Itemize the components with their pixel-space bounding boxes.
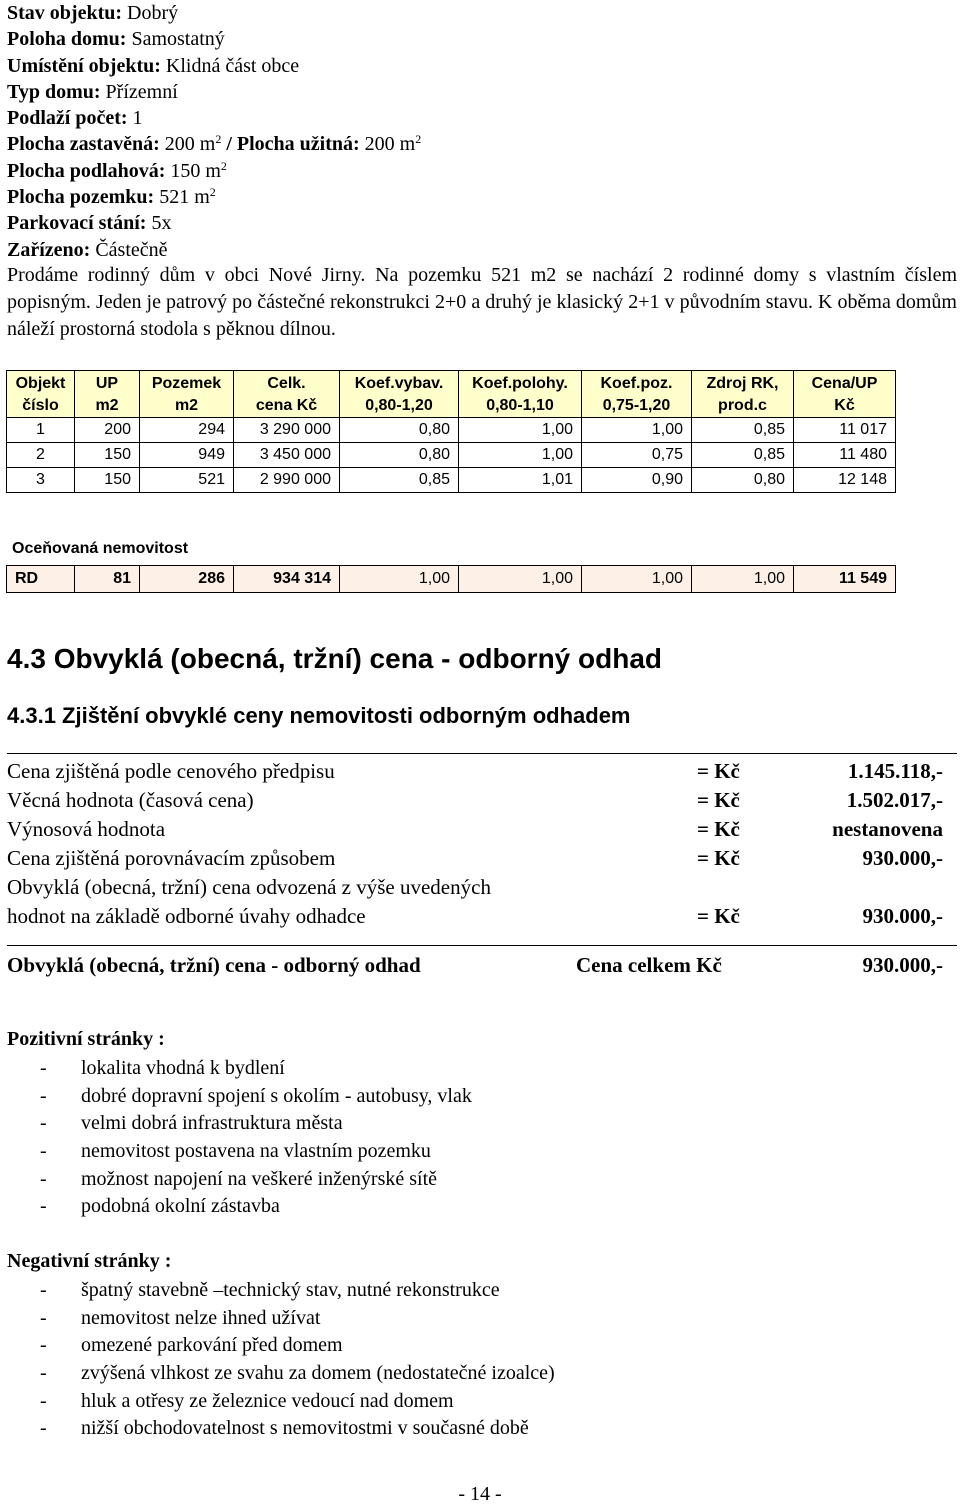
- list-item: [40, 1083, 472, 1111]
- table-cell: 286: [140, 566, 234, 593]
- list-bullet: -: [40, 1140, 47, 1163]
- list-bullet: -: [40, 1334, 47, 1357]
- table-cell: 0,85: [692, 443, 794, 468]
- table-cell: 2 990 000: [234, 468, 340, 493]
- list-bullet: -: [40, 1084, 47, 1107]
- list-item: [40, 1193, 472, 1221]
- list-item: [40, 1166, 472, 1194]
- table-cell: 1: [7, 418, 75, 443]
- list-item: [40, 1055, 472, 1083]
- valuation-currency: = Kč: [697, 817, 740, 841]
- list-bullet: -: [40, 1389, 47, 1412]
- positives-list: [40, 1055, 472, 1221]
- column-header-sub: m2: [75, 396, 140, 418]
- list-item-text: hluk a otřesy ze železnice vedoucí nad domem: [81, 1389, 454, 1412]
- column-header: Koef.vybav.: [340, 371, 459, 397]
- list-item-text: zvýšená vlhkost ze svahu za domem (nedostatečné izoalce): [81, 1362, 555, 1385]
- table-cell: 521: [140, 468, 234, 493]
- table-cell: 0,85: [692, 418, 794, 443]
- valuation-row: [7, 786, 957, 815]
- property-description: Prodáme rodinný dům v obci Nové Jirny. Na pozemku 521 m2 se nachází 2 rodinné domy s vlastním číslem popisným. Jeden je patrový po částečné rekonstrukci 2+0 a druhý je klasický 2+1 v původním stavu. K oběma domům náleží prostorná stodola s pěknou dílnou.: [7, 264, 957, 340]
- list-item-text: špatný stavebně –technický stav, nutné rekonstrukce: [81, 1279, 500, 1301]
- fact-label: Typ domu:: [7, 80, 101, 103]
- table-cell: 294: [140, 418, 234, 443]
- built-area-value: 200 m: [164, 133, 216, 156]
- column-header: Celk.: [234, 371, 340, 397]
- page-number: - 14 -: [458, 1483, 502, 1505]
- positives-heading: Pozitivní stránky :: [7, 1028, 165, 1050]
- plot-area-value: 521 m: [159, 186, 210, 209]
- table-cell: 1,01: [459, 468, 582, 493]
- column-header-sub: m2: [140, 396, 234, 418]
- table-cell: 0,75: [582, 443, 692, 468]
- negatives-heading: Negativní stránky :: [7, 1250, 172, 1272]
- list-bullet: -: [40, 1112, 47, 1135]
- table-cell: 150: [75, 468, 140, 493]
- valuation-row: [7, 873, 957, 902]
- list-bullet: -: [40, 1057, 47, 1079]
- valuation-row: [7, 902, 957, 931]
- final-price-row: [7, 950, 957, 980]
- fact-value: Samostatný: [131, 28, 225, 51]
- list-bullet: -: [40, 1279, 47, 1301]
- final-price-value: 930.000,-: [862, 953, 943, 977]
- fact-value: Částečně: [95, 238, 168, 261]
- table-cell: 934 314: [234, 566, 340, 593]
- valuation-currency: = Kč: [697, 788, 740, 812]
- built-area-label: Plocha zastavěná:: [7, 133, 160, 156]
- list-item: [40, 1388, 555, 1416]
- area-row: [7, 158, 421, 184]
- table-cell: 1,00: [582, 418, 692, 443]
- fact-label: Zařízeno:: [7, 238, 91, 261]
- valuation-row: [7, 844, 957, 873]
- table-cell: 3 290 000: [234, 418, 340, 443]
- area-row: [7, 184, 421, 210]
- plot-area-label: Plocha pozemku:: [7, 186, 155, 209]
- valuation-value: nestanovena: [832, 817, 943, 841]
- column-header: Koef.poz.: [582, 371, 692, 397]
- valuation-value: 930.000,-: [862, 904, 943, 928]
- table-cell: 1,00: [340, 566, 459, 593]
- table-cell: 1,00: [459, 566, 582, 593]
- table-cell: 1,00: [692, 566, 794, 593]
- list-item: [40, 1360, 555, 1388]
- fact-value: Přízemní: [105, 80, 178, 103]
- list-item: [40, 1110, 472, 1138]
- table-row: [7, 443, 896, 468]
- column-header: Cena/UP: [794, 371, 896, 397]
- list-item-text: dobré dopravní spojení s okolím - autobusy, vlak: [81, 1084, 472, 1107]
- floor-area-value: 150 m: [170, 159, 221, 182]
- list-item-text: nemovitost nelze ihned užívat: [81, 1306, 321, 1329]
- list-item-text: nižší obchodovatelnost s nemovitostmi v současné době: [81, 1417, 529, 1440]
- fact-label: Parkovací stání:: [7, 212, 147, 235]
- area-separator: /: [221, 133, 237, 156]
- table-cell: 12 148: [794, 468, 896, 493]
- table-cell: 11 480: [794, 443, 896, 468]
- final-price-caption: Cena celkem Kč: [576, 953, 722, 977]
- list-item: [40, 1332, 555, 1360]
- list-bullet: -: [40, 1417, 47, 1440]
- table-cell: 81: [75, 566, 140, 593]
- built-area-unit-sup: 2: [215, 132, 222, 147]
- table-cell: 1,00: [582, 566, 692, 593]
- column-header-sub: 0,80-1,10: [459, 396, 582, 418]
- fact-label: Podlaží počet:: [7, 107, 128, 130]
- usable-area-value: 200 m: [364, 133, 416, 156]
- fact-row: [7, 105, 421, 131]
- valuation-currency: = Kč: [697, 759, 740, 783]
- valuation-row: [7, 757, 957, 786]
- table-cell: 0,80: [340, 418, 459, 443]
- fact-label: Umístění objektu:: [7, 54, 161, 77]
- fact-row: [7, 53, 421, 79]
- valuation-value: 930.000,-: [862, 846, 943, 870]
- column-header: Koef.polohy.: [459, 371, 582, 397]
- table-cell: 1,00: [459, 418, 582, 443]
- fact-row: [7, 210, 421, 236]
- subsection-heading: 4.3.1 Zjištění obvyklé ceny nemovitosti odborným odhadem: [7, 703, 631, 728]
- list-item: [40, 1138, 472, 1166]
- table-cell: 3 450 000: [234, 443, 340, 468]
- floor-area-label: Plocha podlahová:: [7, 159, 166, 182]
- list-item-text: podobná okolní zástavba: [81, 1195, 280, 1218]
- fact-label: Poloha domu:: [7, 28, 127, 51]
- valuation-value: 1.145.118,-: [847, 759, 943, 783]
- valuation-currency: = Kč: [697, 904, 740, 928]
- column-header-sub: Kč: [794, 396, 896, 418]
- table-cell: 200: [75, 418, 140, 443]
- fact-value: Klidná část obce: [165, 54, 300, 77]
- fact-value: 5x: [151, 212, 172, 235]
- column-header: UP: [75, 371, 140, 397]
- list-item: [40, 1277, 555, 1305]
- column-header: Objekt: [7, 371, 75, 397]
- table-cell: 1,00: [459, 443, 582, 468]
- valuation-label: Výnosová hodnota: [7, 817, 166, 841]
- table-cell: 11 549: [794, 566, 896, 593]
- valued-property-row: [7, 566, 896, 593]
- divider-line: [7, 945, 957, 946]
- list-item: [40, 1305, 555, 1333]
- table-cell: RD: [7, 566, 75, 593]
- table-cell: 150: [75, 443, 140, 468]
- list-item-text: nemovitost postavena na vlastním pozemku: [81, 1140, 431, 1163]
- table-cell: 11 017: [794, 418, 896, 443]
- table-row: [7, 468, 896, 493]
- column-header: Pozemek: [140, 371, 234, 397]
- fact-row: [7, 237, 421, 263]
- plot-area-unit-sup: 2: [209, 185, 216, 200]
- list-bullet: -: [40, 1362, 47, 1385]
- property-facts: [7, 0, 421, 263]
- valuation-summary: [7, 757, 957, 931]
- column-header-sub: 0,80-1,20: [340, 396, 459, 418]
- valuation-label: Cena zjištěná porovnávacím způsobem: [7, 846, 336, 870]
- table-cell: 3: [7, 468, 75, 493]
- fact-row: [7, 79, 421, 105]
- list-item-text: lokalita vhodná k bydlení: [81, 1057, 285, 1079]
- column-header-sub: prod.c: [692, 396, 794, 418]
- fact-label: Stav objektu:: [7, 2, 123, 24]
- valuation-currency: = Kč: [697, 846, 740, 870]
- valued-property-label: Oceňovaná nemovitost: [12, 540, 189, 557]
- fact-value: 1: [132, 107, 143, 130]
- usable-area-unit-sup: 2: [415, 132, 422, 147]
- fact-row: [7, 0, 421, 26]
- list-item-text: velmi dobrá infrastruktura města: [81, 1112, 343, 1135]
- divider-line: [7, 753, 957, 754]
- floor-area-unit-sup: 2: [220, 158, 227, 173]
- comparison-table: [6, 370, 896, 493]
- table-row: [7, 418, 896, 443]
- table-header-row-bottom: [7, 396, 896, 418]
- valuation-label: Obvyklá (obecná, tržní) cena odvozená z výše uvedených: [7, 875, 491, 899]
- list-item: [40, 1415, 555, 1443]
- valuation-row: [7, 815, 957, 844]
- list-bullet: -: [40, 1167, 47, 1190]
- valuation-label: Cena zjištěná podle cenového předpisu: [7, 759, 335, 783]
- usable-area-label: Plocha užitná:: [236, 133, 360, 156]
- section-heading: 4.3 Obvyklá (obecná, tržní) cena - odborný odhad: [7, 643, 663, 674]
- final-price-label: Obvyklá (obecná, tržní) cena - odborný odhad: [7, 953, 421, 977]
- list-bullet: -: [40, 1195, 47, 1218]
- list-item-text: možnost napojení na veškeré inženýrské sítě: [81, 1167, 437, 1190]
- table-cell: 0,90: [582, 468, 692, 493]
- fact-row: [7, 26, 421, 52]
- valuation-label: Věcná hodnota (časová cena): [7, 788, 254, 812]
- area-row: [7, 131, 421, 157]
- column-header-sub: číslo: [7, 396, 75, 418]
- table-header-row-top: [7, 371, 896, 397]
- valuation-value: 1.502.017,-: [846, 788, 943, 812]
- table-cell: 2: [7, 443, 75, 468]
- table-cell: 0,80: [340, 443, 459, 468]
- column-header: Zdroj RK,: [692, 371, 794, 397]
- list-bullet: -: [40, 1306, 47, 1329]
- table-cell: 949: [140, 443, 234, 468]
- valuation-label: hodnot na základě odborné úvahy odhadce: [7, 904, 366, 928]
- fact-value: Dobrý: [127, 2, 179, 24]
- list-item-text: omezené parkování před domem: [81, 1334, 343, 1357]
- valued-property-table: [6, 565, 896, 593]
- table-cell: 0,80: [692, 468, 794, 493]
- column-header-sub: cena Kč: [234, 396, 340, 418]
- table-cell: 0,85: [340, 468, 459, 493]
- negatives-list: [40, 1277, 555, 1443]
- comparison-table-body: [7, 418, 896, 493]
- column-header-sub: 0,75-1,20: [582, 396, 692, 418]
